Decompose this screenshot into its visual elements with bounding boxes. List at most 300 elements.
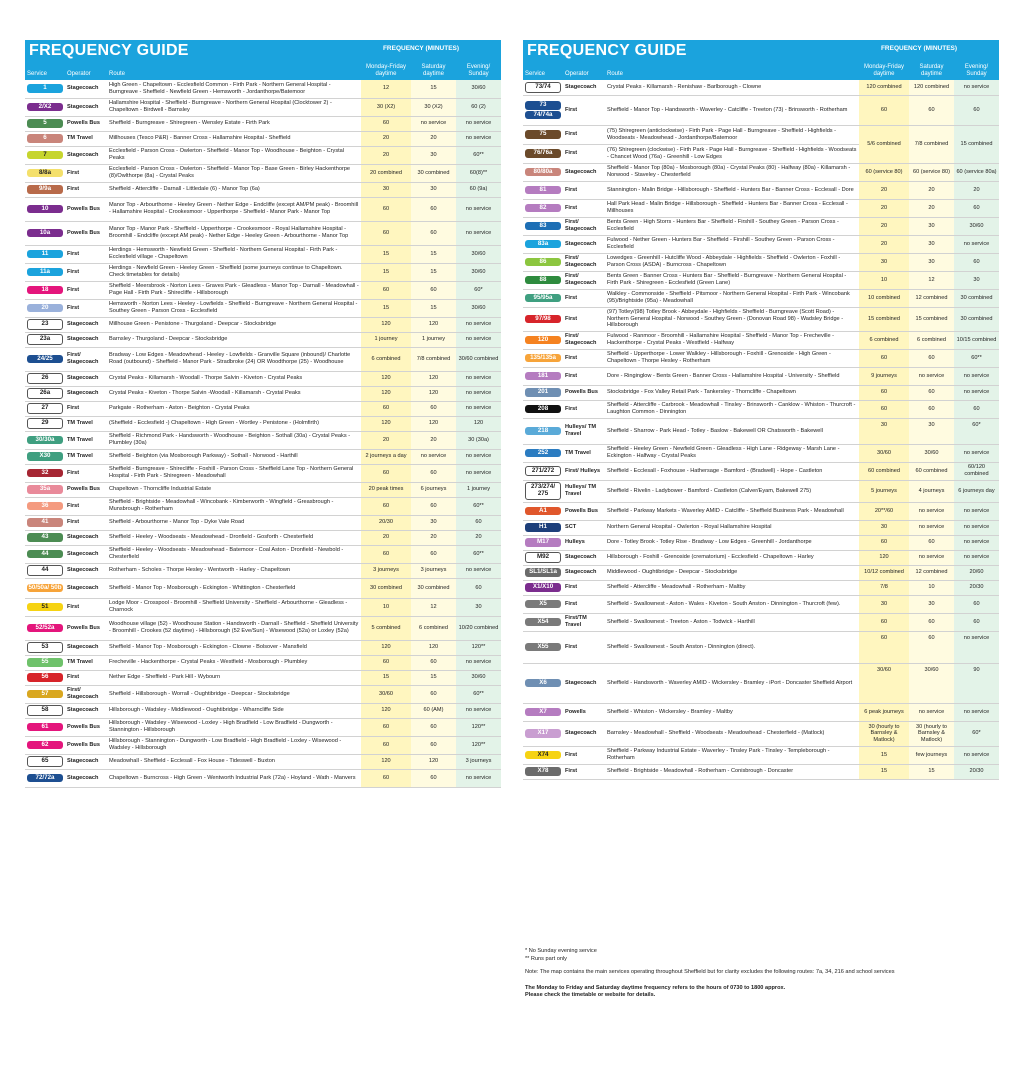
service-cell bbox=[523, 565, 563, 580]
saturday-frequency: 15 bbox=[411, 299, 456, 317]
saturday-frequency: 60 combined bbox=[909, 462, 954, 480]
operator-cell: First/TM Travel bbox=[563, 613, 605, 631]
evening-frequency: 60 bbox=[954, 253, 999, 271]
saturday-frequency: 30 bbox=[909, 235, 954, 253]
service-cell bbox=[523, 289, 563, 307]
col-weekday-right: Monday-Friday daytime bbox=[863, 64, 904, 77]
route-cell: Sheffield - Whiston - Wickersley - Bramley - Maltby bbox=[605, 703, 859, 721]
table-row bbox=[523, 721, 999, 746]
table-row bbox=[523, 444, 999, 462]
route-cell: Bents Green - Banner Cross - Hunters Bar - Sheffield - Burngreave - Northern General Hospital - Firth Park - Shiregreen - Ecclesfield (Green Lane) bbox=[605, 271, 859, 289]
table-row bbox=[523, 580, 999, 595]
saturday-frequency: 60 bbox=[909, 349, 954, 367]
service-cell bbox=[523, 631, 563, 663]
service-badge: 30/30a bbox=[27, 436, 63, 445]
col-service-right: Service bbox=[525, 71, 546, 77]
evening-frequency: no service bbox=[954, 631, 999, 663]
service-cell bbox=[25, 332, 65, 347]
saturday-frequency: 15 bbox=[909, 764, 954, 779]
saturday-frequency: 60 bbox=[909, 400, 954, 418]
operator-cell: Stagecoach bbox=[65, 146, 107, 164]
weekday-frequency: 15 bbox=[361, 670, 411, 685]
service-cell bbox=[523, 271, 563, 289]
weekday-frequency: 60 bbox=[859, 349, 909, 367]
route-cell: Sheffield - Attercliffe - Darnall - Littledale (6) - Manor Top (6a) bbox=[107, 182, 361, 197]
route-cell: Sheffield - Manor Top - Mosborough - Eckington - Clowne - Bolsover - Mansfield bbox=[107, 640, 361, 655]
service-cell bbox=[523, 462, 563, 480]
service-cell bbox=[25, 718, 65, 736]
route-cell: Sheffield - Beighton (via Mosborough Parkway) - Sothall - Norwood - Harthill bbox=[107, 449, 361, 464]
saturday-frequency: 60 bbox=[411, 655, 456, 670]
service-cell bbox=[25, 464, 65, 482]
operator-cell: First bbox=[563, 349, 605, 367]
saturday-frequency: 60 bbox=[411, 685, 456, 703]
operator-cell: First/ Stagecoach bbox=[563, 271, 605, 289]
saturday-frequency: 20 bbox=[411, 530, 456, 545]
operator-cell: Stagecoach bbox=[65, 640, 107, 655]
table-row bbox=[523, 349, 999, 367]
route-cell: Hillsborough - Stannington - Dungworth - Low Bradfield - High Bradfield - Loxley - Wisewood - Wadsley - Hillsborough bbox=[107, 736, 361, 754]
saturday-frequency: 30 bbox=[411, 146, 456, 164]
right-table bbox=[523, 80, 999, 780]
evening-frequency: 60 bbox=[456, 515, 501, 530]
service-badge: 24/25 bbox=[27, 355, 63, 364]
service-cell bbox=[25, 655, 65, 670]
evening-frequency: 60** bbox=[456, 146, 501, 164]
operator-cell: First bbox=[563, 580, 605, 595]
route-cell: Sheffield - Arbourthorne - Manor Top - Dyke Vale Road bbox=[107, 515, 361, 530]
route-cell: Dore - Ringinglow - Bents Green - Banner Cross - Hallamshire Hospital - University - Sheffield bbox=[605, 367, 859, 385]
service-cell bbox=[25, 515, 65, 530]
route-cell: Middlewood - Oughtibridge - Deepcar - Stocksbridge bbox=[605, 565, 859, 580]
evening-frequency: 60 (service 80a) bbox=[954, 163, 999, 181]
evening-frequency: 120** bbox=[456, 718, 501, 736]
operator-cell: First bbox=[65, 670, 107, 685]
operator-cell: Stagecoach bbox=[563, 550, 605, 565]
saturday-frequency: 3 journeys bbox=[411, 563, 456, 578]
table-row bbox=[523, 253, 999, 271]
evening-frequency: no service bbox=[456, 116, 501, 131]
saturday-frequency: no service bbox=[909, 550, 954, 565]
table-row bbox=[523, 631, 999, 663]
service-badge: 43 bbox=[27, 533, 63, 542]
route-cell: Sheffield - Parkway Markets - Waverley AMID - Catcliffe - Sheffield Business Park - Meadowhall bbox=[605, 502, 859, 520]
route-cell: Lodge Moor - Crosspool - Broomhill - Sheffield University - Sheffield - Arbourthorne - Gleadless - Charnock bbox=[107, 598, 361, 616]
column-headers bbox=[25, 62, 501, 78]
evening-frequency: 60** bbox=[456, 545, 501, 563]
route-cell: Hallamshire Hospital - Sheffield - Burngreave - Northern General Hospital (Clocktower 2) - Chapeltown - Birdwell - Barnsley bbox=[107, 98, 361, 116]
operator-cell: First bbox=[65, 598, 107, 616]
col-saturday: Saturday daytime bbox=[421, 64, 446, 77]
operator-cell: First/ Stagecoach bbox=[563, 253, 605, 271]
route-cell: Sheffield - Manor Top (80a) - Mosborough (80a) - Crystal Peaks (80) - Halfway (80a) - Killamarsh - Norwood - Staveley - Chesterfield bbox=[605, 163, 859, 181]
evening-frequency: no service bbox=[456, 317, 501, 332]
service-badge: 57 bbox=[27, 690, 63, 699]
service-badge: 82 bbox=[525, 204, 561, 213]
table-row bbox=[523, 271, 999, 289]
table-row bbox=[523, 163, 999, 181]
operator-cell: Powells Bus bbox=[65, 221, 107, 245]
operator-cell: First bbox=[65, 281, 107, 299]
operator-cell: TM Travel bbox=[563, 444, 605, 462]
evening-frequency: 20/30 bbox=[954, 764, 999, 779]
service-cell bbox=[523, 703, 563, 721]
service-badge: 10 bbox=[27, 205, 63, 214]
weekday-frequency: 20/30 bbox=[361, 515, 411, 530]
service-cell bbox=[25, 182, 65, 197]
weekday-frequency: 120 bbox=[859, 550, 909, 565]
saturday-frequency: 7/8 combined bbox=[411, 347, 456, 371]
service-badge: 271/272 bbox=[525, 466, 561, 477]
service-cell bbox=[25, 164, 65, 182]
route-cell: Crystal Peaks - Kiveton - Thorpe Salvin -Woodall - Killamarsh - Crystal Peaks bbox=[107, 386, 361, 401]
route-cell: Sheffield - Hillsborough - Worrall - Oughtibridge - Deepcar - Stocksbridge bbox=[107, 685, 361, 703]
service-cell bbox=[523, 580, 563, 595]
service-cell bbox=[523, 253, 563, 271]
table-row bbox=[25, 464, 501, 482]
table-row bbox=[523, 565, 999, 580]
operator-cell: Stagecoach bbox=[563, 80, 605, 95]
saturday-frequency: 60 (AM) bbox=[411, 703, 456, 718]
operator-cell: Stagecoach bbox=[65, 769, 107, 787]
table-row bbox=[523, 289, 999, 307]
evening-frequency: 30/60 bbox=[456, 245, 501, 263]
saturday-frequency: 30 bbox=[909, 418, 954, 444]
operator-cell: Stagecoach bbox=[65, 386, 107, 401]
saturday-frequency: 120 bbox=[411, 640, 456, 655]
saturday-frequency: 20 bbox=[411, 131, 456, 146]
weekday-frequency: 15 bbox=[859, 764, 909, 779]
table-row bbox=[25, 497, 501, 515]
operator-cell: First bbox=[65, 182, 107, 197]
service-cell bbox=[523, 163, 563, 181]
saturday-frequency: 15 bbox=[411, 80, 456, 98]
route-cell: Hillsborough - Wadsley - Wisewood - Loxley - High Bradfield - Low Bradfield - Dungworth - Stannington - Hillsborough bbox=[107, 718, 361, 736]
table-row bbox=[25, 754, 501, 769]
evening-frequency: 60 bbox=[954, 613, 999, 631]
right-header bbox=[523, 40, 999, 80]
saturday-frequency: 60 bbox=[411, 221, 456, 245]
service-badge: 65 bbox=[27, 756, 63, 767]
service-cell bbox=[523, 80, 563, 95]
service-badge: 10a bbox=[27, 229, 63, 238]
page-title-right: FREQUENCY GUIDE bbox=[527, 42, 687, 59]
weekday-frequency: 120 bbox=[361, 416, 411, 431]
weekday-frequency: 20 bbox=[859, 235, 909, 253]
evening-frequency: no service bbox=[456, 197, 501, 221]
route-cell: (Sheffield - Ecclesfield -) Chapeltown - High Green - Wortley - Penistone - (Holmfirth) bbox=[107, 416, 361, 431]
service-cell bbox=[523, 400, 563, 418]
column-headers-right bbox=[523, 62, 999, 78]
evening-frequency: no service bbox=[456, 769, 501, 787]
service-cell bbox=[25, 80, 65, 98]
service-cell bbox=[523, 480, 563, 502]
service-badge: 81 bbox=[525, 186, 561, 195]
service-badge: 27 bbox=[27, 403, 63, 414]
service-badge: 62 bbox=[27, 741, 63, 750]
evening-frequency: 1 journey bbox=[456, 482, 501, 497]
evening-frequency: no service bbox=[954, 367, 999, 385]
operator-cell: First bbox=[65, 515, 107, 530]
operator-cell: Stagecoach bbox=[563, 721, 605, 746]
weekday-frequency: 120 bbox=[361, 317, 411, 332]
service-cell bbox=[523, 418, 563, 444]
operator-cell: TM Travel bbox=[65, 431, 107, 449]
service-badge: 58 bbox=[27, 705, 63, 716]
weekday-frequency: 120 combined bbox=[859, 80, 909, 95]
service-badge: X55 bbox=[525, 643, 561, 652]
weekday-frequency: 1 journey bbox=[361, 332, 411, 347]
saturday-frequency: 60 (service 80) bbox=[909, 163, 954, 181]
route-cell: Sheffield - Heeley - Woodseats - Meadowhead - Dronfield - Gosforth - Chesterfield bbox=[107, 530, 361, 545]
route-cell: Hall Park Head - Malin Bridge - Hillsborough - Sheffield - Hunters Bar - Banner Cross - Ecclesall - Millhouses bbox=[605, 199, 859, 217]
service-badge: 18 bbox=[27, 286, 63, 295]
weekday-frequency: 60 bbox=[859, 95, 909, 125]
service-badge: X54 bbox=[525, 618, 561, 627]
saturday-frequency: 30 bbox=[909, 217, 954, 235]
service-cell bbox=[523, 535, 563, 550]
service-badge: X1/X10 bbox=[525, 583, 561, 592]
service-cell bbox=[25, 317, 65, 332]
service-badge: 6 bbox=[27, 134, 63, 143]
route-cell: Ecclesfield - Parson Cross - Owlerton - Sheffield - Manor Top - Woodhouse - Beighton - Crystal Peaks bbox=[107, 146, 361, 164]
service-cell bbox=[25, 263, 65, 281]
service-cell bbox=[25, 221, 65, 245]
evening-frequency: 30 bbox=[954, 271, 999, 289]
service-badge: 83 bbox=[525, 222, 561, 231]
route-cell: Rotherham - Scholes - Thorpe Hesley - Wentworth - Harley - Chapeltown bbox=[107, 563, 361, 578]
operator-cell: First bbox=[563, 746, 605, 764]
route-cell: Sheffield - Rivelin - Ladybower - Bamford - Castleton (Calver/Eyam, Bakewell 275) bbox=[605, 480, 859, 502]
service-badge: 50/50a/ 50b bbox=[28, 583, 62, 591]
evening-frequency: 60* bbox=[954, 418, 999, 444]
evening-frequency: no service bbox=[456, 371, 501, 386]
route-cell: Sheffield - Swallownest - South Anston - Dinnington (direct). bbox=[605, 631, 859, 663]
saturday-frequency: 6 combined bbox=[909, 331, 954, 349]
table-row bbox=[25, 482, 501, 497]
service-cell bbox=[523, 235, 563, 253]
route-cell: Chapeltown - Burncross - High Green - Wentworth Industrial Park (72a) - Hoyland - Wath - Manvers bbox=[107, 769, 361, 787]
col-evening: Evening/ Sunday bbox=[466, 64, 491, 77]
evening-frequency: 30 bbox=[456, 598, 501, 616]
service-cell bbox=[25, 98, 65, 116]
operator-cell: Stagecoach bbox=[65, 332, 107, 347]
service-cell bbox=[523, 385, 563, 400]
saturday-frequency: 30 (hourly to Barnsley & Matlock) bbox=[909, 721, 954, 746]
service-cell bbox=[523, 550, 563, 565]
service-badge: 20 bbox=[27, 304, 63, 313]
route-cell: Crystal Peaks - Killamarsh - Woodall - Thorpe Salvin - Kiveton - Crystal Peaks bbox=[107, 371, 361, 386]
table-row bbox=[523, 764, 999, 779]
table-row bbox=[523, 703, 999, 721]
service-badge: 76/76a bbox=[525, 149, 561, 158]
service-cell bbox=[523, 217, 563, 235]
saturday-frequency: 12 combined bbox=[909, 289, 954, 307]
evening-frequency: 30/60 bbox=[456, 299, 501, 317]
route-cell: High Green - Chapeltown - Ecclesfield Common - Firth Park - Northern General Hospital - Burngreave - Sheffield - Newfield Green - Hemsworth - Jordanthorpe/Batemoor bbox=[107, 80, 361, 98]
route-cell: Walkley - Commonside - Sheffield - Pitsmoor - Northern General Hospital - Firth Park - Wincobank (95)/Brightside (95a) - Meadowhall bbox=[605, 289, 859, 307]
evening-frequency: 60 bbox=[954, 595, 999, 613]
evening-frequency: 120** bbox=[456, 640, 501, 655]
route-cell: Northern General Hospital - Owlerton - Royal Hallamshire Hospital bbox=[605, 520, 859, 535]
operator-cell: Stagecoach bbox=[563, 663, 605, 703]
route-cell: Barnsley - Meadowhall - Sheffield - Woodseats - Meadowhead - Chesterfield - (Matlock) bbox=[605, 721, 859, 746]
service-cell bbox=[523, 307, 563, 331]
operator-cell: Stagecoach bbox=[65, 703, 107, 718]
evening-frequency: 30/60 bbox=[456, 670, 501, 685]
service-cell bbox=[25, 736, 65, 754]
service-badge: 52/52a bbox=[27, 624, 63, 633]
service-badge: 32 bbox=[27, 469, 63, 478]
service-cell bbox=[523, 181, 563, 199]
col-route: Route bbox=[109, 71, 126, 77]
weekday-frequency: 20 bbox=[361, 146, 411, 164]
evening-frequency: no service bbox=[954, 703, 999, 721]
service-cell bbox=[523, 95, 563, 125]
route-cell: Meadowhall - Sheffield - Ecclesall - Fox House - Tideswell - Buxton bbox=[107, 754, 361, 769]
weekday-frequency: 60 bbox=[859, 400, 909, 418]
service-badge: X30 bbox=[27, 452, 63, 461]
saturday-frequency: 30 (X2) bbox=[411, 98, 456, 116]
saturday-frequency: 30 bbox=[909, 595, 954, 613]
weekday-frequency: 30 bbox=[859, 520, 909, 535]
operator-cell: First bbox=[563, 307, 605, 331]
operator-cell: Stagecoach bbox=[65, 578, 107, 598]
evening-frequency: no service bbox=[456, 563, 501, 578]
saturday-frequency: 120 combined bbox=[909, 80, 954, 95]
saturday-frequency: 4 journeys bbox=[909, 480, 954, 502]
operator-cell: First bbox=[563, 181, 605, 199]
saturday-frequency: 60 bbox=[411, 497, 456, 515]
saturday-frequency: no service bbox=[909, 367, 954, 385]
evening-frequency: 60 bbox=[954, 199, 999, 217]
operator-cell: Powells bbox=[563, 703, 605, 721]
service-badge: 23a bbox=[27, 334, 63, 345]
table-row bbox=[25, 116, 501, 131]
weekday-frequency: 60 combined bbox=[859, 462, 909, 480]
service-cell bbox=[523, 125, 563, 144]
operator-cell: Stagecoach bbox=[65, 545, 107, 563]
evening-frequency: 15 combined bbox=[954, 125, 999, 163]
operator-cell: First/ Stagecoach bbox=[563, 331, 605, 349]
footnote-hours: The Monday to Friday and Saturday daytime frequency refers to the hours of 0730 to 1800 approx. bbox=[525, 984, 786, 991]
evening-frequency: no service bbox=[456, 655, 501, 670]
weekday-frequency: 20 bbox=[859, 199, 909, 217]
service-cell bbox=[25, 497, 65, 515]
evening-frequency: 20/30 bbox=[954, 580, 999, 595]
service-cell bbox=[25, 530, 65, 545]
footnote-check: Please check the timetable or website for details. bbox=[525, 992, 656, 998]
service-badge: 135/135a bbox=[525, 354, 561, 363]
service-cell bbox=[25, 685, 65, 703]
service-cell bbox=[25, 146, 65, 164]
evening-frequency: no service bbox=[954, 535, 999, 550]
table-row bbox=[523, 535, 999, 550]
table-row bbox=[523, 462, 999, 480]
table-row bbox=[523, 125, 999, 144]
service-badge: 73 bbox=[525, 101, 561, 110]
table-row bbox=[523, 199, 999, 217]
operator-cell: First bbox=[563, 144, 605, 163]
weekday-frequency: 30 (hourly to Barnsley & Matlock) bbox=[859, 721, 909, 746]
route-cell: Manor Top - Manor Park - Sheffield - Upperthorpe - Crookesmoor - Royal Hallamshire Hospital - Broomhill - Endcliffe (except AM peak) - Nether Edge - Heeley Green - Arbourthorne - Manor Top bbox=[107, 221, 361, 245]
weekday-frequency: 12 bbox=[361, 80, 411, 98]
evening-frequency: 60** bbox=[456, 497, 501, 515]
table-row bbox=[523, 480, 999, 502]
table-row bbox=[25, 401, 501, 416]
table-row bbox=[25, 164, 501, 182]
table-row bbox=[523, 418, 999, 444]
right-panel bbox=[523, 40, 999, 780]
service-badge: 1 bbox=[27, 84, 63, 93]
table-row bbox=[25, 718, 501, 736]
service-badge: X5 bbox=[525, 600, 561, 609]
saturday-frequency: 30 bbox=[909, 253, 954, 271]
operator-cell: Powells Bus bbox=[65, 718, 107, 736]
route-cell: Parkgate - Rotherham - Aston - Beighton - Crystal Peaks bbox=[107, 401, 361, 416]
evening-frequency: 10/15 combined bbox=[954, 331, 999, 349]
operator-cell: First bbox=[65, 164, 107, 182]
service-cell bbox=[523, 367, 563, 385]
operator-cell: Stagecoach bbox=[65, 80, 107, 98]
table-row bbox=[25, 563, 501, 578]
table-row bbox=[523, 95, 999, 125]
service-cell bbox=[523, 520, 563, 535]
route-cell: Crystal Peaks - Killamarsh - Renishaw - Barlborough - Clowne bbox=[605, 80, 859, 95]
page-title: FREQUENCY GUIDE bbox=[29, 42, 189, 59]
table-row bbox=[25, 386, 501, 401]
weekday-frequency: 60 bbox=[361, 736, 411, 754]
service-badge: 181 bbox=[525, 372, 561, 381]
service-badge: 73/74 bbox=[525, 82, 561, 93]
left-panel bbox=[25, 40, 501, 788]
service-cell bbox=[25, 197, 65, 221]
route-cell: Hillsborough - Wadsley - Middlewood - Oughtibridge - Wharncliffe Side bbox=[107, 703, 361, 718]
route-cell: Sheffield - Ecclesall - Foxhouse - Hathersage - Bamford - (Bradwell) - Hope - Castleton bbox=[605, 462, 859, 480]
col-saturday-right: Saturday daytime bbox=[919, 64, 944, 77]
service-cell bbox=[25, 449, 65, 464]
service-badge: 97/98 bbox=[525, 315, 561, 324]
service-badge: 55 bbox=[27, 658, 63, 667]
table-row bbox=[25, 530, 501, 545]
weekday-frequency: 30 bbox=[361, 182, 411, 197]
operator-cell: First bbox=[65, 497, 107, 515]
operator-cell: TM Travel bbox=[65, 655, 107, 670]
weekday-frequency: 7/8 bbox=[859, 580, 909, 595]
weekday-frequency: 9 journeys bbox=[859, 367, 909, 385]
weekday-frequency: 60 bbox=[361, 221, 411, 245]
evening-frequency: 90 bbox=[954, 663, 999, 703]
operator-cell: First bbox=[65, 401, 107, 416]
evening-frequency: no service bbox=[456, 703, 501, 718]
saturday-frequency: 12 combined bbox=[909, 565, 954, 580]
service-badge: 208 bbox=[525, 405, 561, 414]
footnote-map-note: Note: The map contains the main services operating throughout Sheffield but for clarity excludes the following routes: 7a, 34, 216 and school services bbox=[525, 969, 895, 975]
evening-frequency: no service bbox=[456, 131, 501, 146]
table-row bbox=[25, 703, 501, 718]
table-row bbox=[523, 217, 999, 235]
service-badge: 53 bbox=[27, 642, 63, 653]
evening-frequency: 60(8)** bbox=[456, 164, 501, 182]
route-cell: Sheffield - Burngreave - Shiregreen - Wensley Estate - Firth Park bbox=[107, 116, 361, 131]
evening-frequency: 60** bbox=[456, 685, 501, 703]
route-cell: Sheffield - Swallownest - Treeton - Aston - Todwick - Harthill bbox=[605, 613, 859, 631]
table-row bbox=[25, 182, 501, 197]
service-badge: 29 bbox=[27, 418, 63, 429]
evening-frequency: 60** bbox=[954, 349, 999, 367]
table-row bbox=[523, 331, 999, 349]
route-cell: Sheffield - Upperthorpe - Lower Walkley - Hillsborough - Foxhill - Grenoside - High Green - Chapeltown - Thorpe Hesley - Rotherham bbox=[605, 349, 859, 367]
